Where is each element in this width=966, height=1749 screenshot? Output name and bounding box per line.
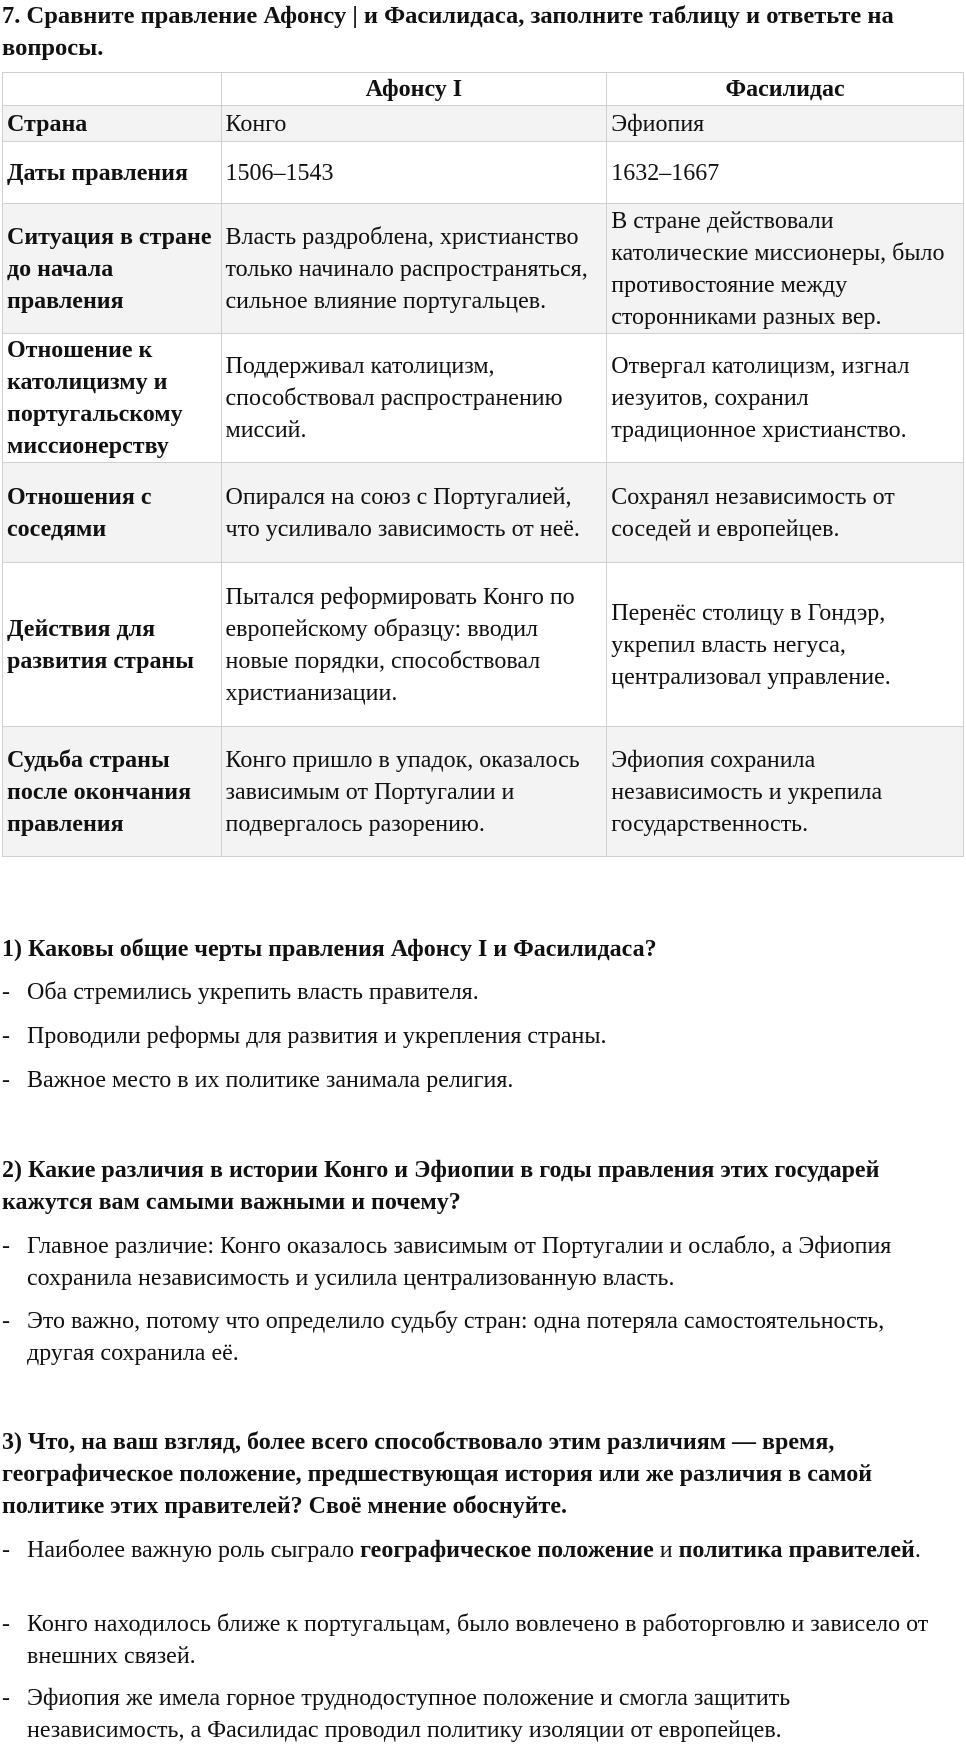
table-row bbox=[3, 204, 964, 334]
dash-marker: - bbox=[2, 1308, 10, 1334]
header-cell: Афонсу I bbox=[221, 73, 607, 106]
table-cell: Пытался реформировать Конго по европейскому образцу: вводил новые порядки, способствовал христианизации. bbox=[221, 563, 607, 727]
table-cell: 1632–1667 bbox=[607, 142, 964, 204]
answer-text: Главное различие: Конго оказалось зависимым от Португалии и ослабло, а Эфиопия сохранила независимость и усилила централизованную власть. bbox=[27, 1233, 892, 1291]
task-title: 7. Сравните правление Афонсу | и Фасилидаса, заполните таблицу и ответьте на вопросы. bbox=[2, 2, 894, 61]
dash-marker: - bbox=[2, 1685, 10, 1711]
dash-marker: - bbox=[2, 1611, 10, 1637]
header-cell: Фасилидас bbox=[607, 73, 964, 106]
answer-item bbox=[2, 1230, 952, 1294]
table-header-row bbox=[3, 73, 964, 106]
row-header: Даты правления bbox=[3, 142, 222, 204]
table-cell: Конго bbox=[221, 106, 607, 142]
answer-text: Проводили реформы для развития и укрепления страны. bbox=[27, 1023, 607, 1049]
table-row bbox=[3, 463, 964, 563]
table-row bbox=[3, 106, 964, 142]
table-cell: 1506–1543 bbox=[221, 142, 607, 204]
answer-text-part: и bbox=[653, 1537, 679, 1563]
answer-text: Это важно, потому что определило судьбу стран: одна потеряла самостоятельность, другая сохранила её. bbox=[27, 1308, 885, 1366]
dash-marker: - bbox=[2, 979, 10, 1005]
answer-item bbox=[2, 1064, 952, 1096]
row-header: Действия для развития страны bbox=[3, 563, 222, 727]
table-cell: Отвергал католицизм, изгнал иезуитов, сохранил традиционное христианство. bbox=[607, 334, 964, 463]
table-row bbox=[3, 334, 964, 463]
table-cell: Власть раздроблена, христианство только начинало распространяться, сильное влияние португальцев. bbox=[221, 204, 607, 334]
answer-text: Эфиопия же имела горное труднодоступное положение и смогла защитить независимость, а Фасилидас проводил политику изоляции от европейцев. bbox=[27, 1685, 791, 1743]
table-row bbox=[3, 563, 964, 727]
answer-text: Оба стремились укрепить власть правителя. bbox=[27, 979, 479, 1005]
table-cell: Эфиопия bbox=[607, 106, 964, 142]
row-header: Судьба страны после окончания правления bbox=[3, 727, 222, 857]
row-header: Отношения с соседями bbox=[3, 463, 222, 563]
row-header: Ситуация в стране до начала правления bbox=[3, 204, 222, 334]
answer-bold-term: политика правителей bbox=[678, 1537, 915, 1563]
question-2: 2) Какие различия в истории Конго и Эфиопии в годы правления этих государей кажутся вам самыми важными и почему? bbox=[2, 1157, 880, 1215]
table-cell: Перенёс столицу в Гондэр, укрепил власть негуса, централизовал управление. bbox=[607, 563, 964, 727]
table-cell: Опирался на союз с Португалией, что усиливало зависимость от неё. bbox=[221, 463, 607, 563]
row-header: Отношение к католицизму и португальскому миссионерству bbox=[3, 334, 222, 463]
dash-marker: - bbox=[2, 1067, 10, 1093]
answer-text bbox=[27, 1534, 952, 1566]
table-cell: Сохранял независимость от соседей и европейцев. bbox=[607, 463, 964, 563]
answer-item bbox=[2, 1682, 952, 1746]
answer-text: Важное место в их политике занимала религия. bbox=[27, 1067, 514, 1093]
answer-item bbox=[2, 1020, 952, 1052]
header-cell bbox=[3, 73, 222, 106]
answer-item bbox=[2, 1608, 952, 1672]
answer-bold-term: географическое положение bbox=[360, 1537, 654, 1563]
table-row bbox=[3, 142, 964, 204]
dash-marker: - bbox=[2, 1537, 10, 1563]
dash-marker: - bbox=[2, 1023, 10, 1049]
answer-text-part: Наиболее важную роль сыграло bbox=[27, 1537, 361, 1563]
answer-item bbox=[2, 1305, 952, 1369]
table-cell: Конго пришло в упадок, оказалось зависимым от Португалии и подвергалось разорению. bbox=[221, 727, 607, 857]
answer-item bbox=[2, 976, 952, 1008]
table-row bbox=[3, 727, 964, 857]
row-header: Страна bbox=[3, 106, 222, 142]
answer-item bbox=[2, 1534, 952, 1566]
answer-text-part: . bbox=[914, 1537, 921, 1563]
table-cell: Поддерживал католицизм, способствовал распространению миссий. bbox=[221, 334, 607, 463]
comparison-table bbox=[2, 72, 964, 857]
table-cell: В стране действовали католические миссионеры, было противостояние между сторонниками разных вер. bbox=[607, 204, 964, 334]
question-1: 1) Каковы общие черты правления Афонсу I и Фасилидаса? bbox=[2, 936, 657, 962]
question-3: 3) Что, на ваш взгляд, более всего способствовало этим различиям — время, географическое положение, предшествующая история или же различия в самой политике этих правителей? Своё мнение обоснуйте. bbox=[2, 1429, 873, 1519]
answer-text: Конго находилось ближе к португальцам, было вовлечено в работорговлю и зависело от внешних связей. bbox=[27, 1611, 929, 1669]
table-cell: Эфиопия сохранила независимость и укрепила государственность. bbox=[607, 727, 964, 857]
dash-marker: - bbox=[2, 1233, 10, 1259]
